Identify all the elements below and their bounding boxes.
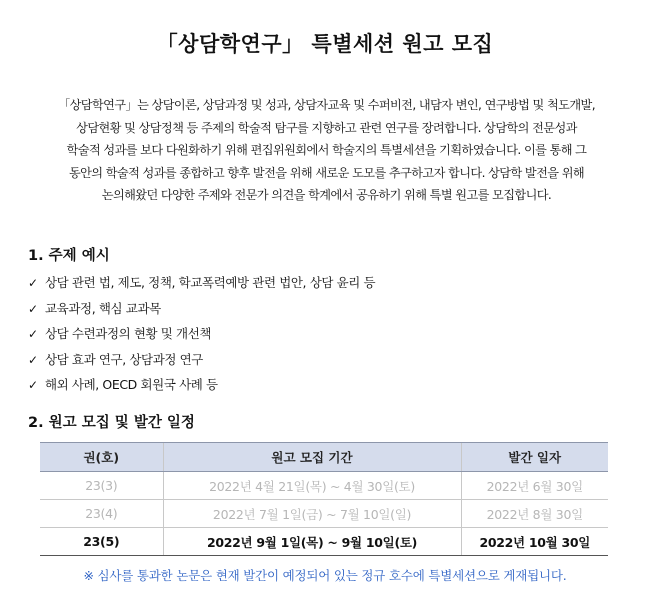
column-header-volume: 권(호) [40, 443, 163, 472]
list-item [28, 347, 375, 373]
table-cell: 2022년 7월 1일(금) ~ 7월 10일(일) [163, 500, 461, 528]
intro-line: 「상담학연구」는 상담이론, 상담과정 및 성과, 상담자교육 및 수퍼비전, 내담자 변인, 연구방법 및 척도개발, [58, 98, 595, 112]
section-heading-topics: 1. 주제 예시 [28, 248, 110, 264]
footnote: ※ 심사를 통과한 논문은 현재 발간이 예정되어 있는 정규 호수에 특별세션으로 게재됩니다. [83, 568, 567, 583]
intro-line: 상담현황 및 상담정책 등 주제의 학술적 탐구를 지향하고 관련 연구를 장려합니다. 상담학의 전문성과 [76, 120, 577, 135]
intro-line: 동안의 학술적 성과를 종합하고 향후 발전을 위해 새로운 도모를 추구하고자 합니다. 상담학 발전을 위해 [68, 165, 585, 180]
table-row [40, 472, 608, 500]
table-cell: 2022년 8월 30일 [461, 500, 608, 528]
schedule-table [40, 442, 608, 556]
topic-list [28, 270, 375, 398]
column-header-publish-date: 발간 일자 [461, 443, 608, 472]
check-icon: ✓ [28, 378, 38, 392]
column-header-period: 원고 모집 기간 [163, 443, 461, 472]
check-icon: ✓ [28, 301, 38, 316]
intro-line: 논의해왔던 다양한 주제와 전문가 의견을 학계에서 공유하기 위해 특별 원고를 모집합니다. [101, 188, 552, 202]
list-item [28, 270, 375, 296]
intro-paragraph [24, 94, 629, 207]
table-cell: 2022년 9월 1일(목) ~ 9월 10일(토) [163, 528, 461, 556]
table-cell: 2022년 6월 30일 [461, 472, 608, 500]
topic-text: 상담 관련 법, 제도, 정책, 학교폭력예방 관련 법안, 상담 윤리 등 [45, 275, 376, 290]
table-row [40, 500, 608, 528]
list-item [28, 321, 375, 347]
table-cell: 2022년 4월 21일(목) ~ 4월 30일(토) [163, 472, 461, 500]
list-item [28, 372, 375, 398]
table-cell: 23(4) [40, 500, 163, 528]
table-cell: 2022년 10월 30일 [461, 528, 608, 556]
check-icon: ✓ [28, 352, 38, 367]
check-icon: ✓ [28, 327, 38, 341]
topic-text: 해외 사례, OECD 회원국 사례 등 [45, 377, 218, 392]
topic-text: 교육과정, 핵심 교과목 [45, 300, 161, 316]
section-heading-schedule: 2. 원고 모집 및 발간 일정 [28, 415, 195, 431]
table-header-row [40, 443, 608, 472]
check-icon: ✓ [28, 276, 38, 290]
list-item [28, 296, 375, 322]
topic-text: 상담 수련과정의 현황 및 개선책 [45, 326, 212, 341]
intro-line: 학술적 성과를 보다 다원화하기 위해 편집위원회에서 학술지의 특별세션을 기획하였습니다. 이를 통해 그 [66, 143, 587, 157]
table-row-current [40, 528, 608, 556]
page-title: 「상담학연구」 특별세션 원고 모집 [156, 32, 494, 56]
topic-text: 상담 효과 연구, 상담과정 연구 [45, 351, 203, 367]
table-cell: 23(5) [40, 528, 163, 556]
table-cell: 23(3) [40, 472, 163, 500]
